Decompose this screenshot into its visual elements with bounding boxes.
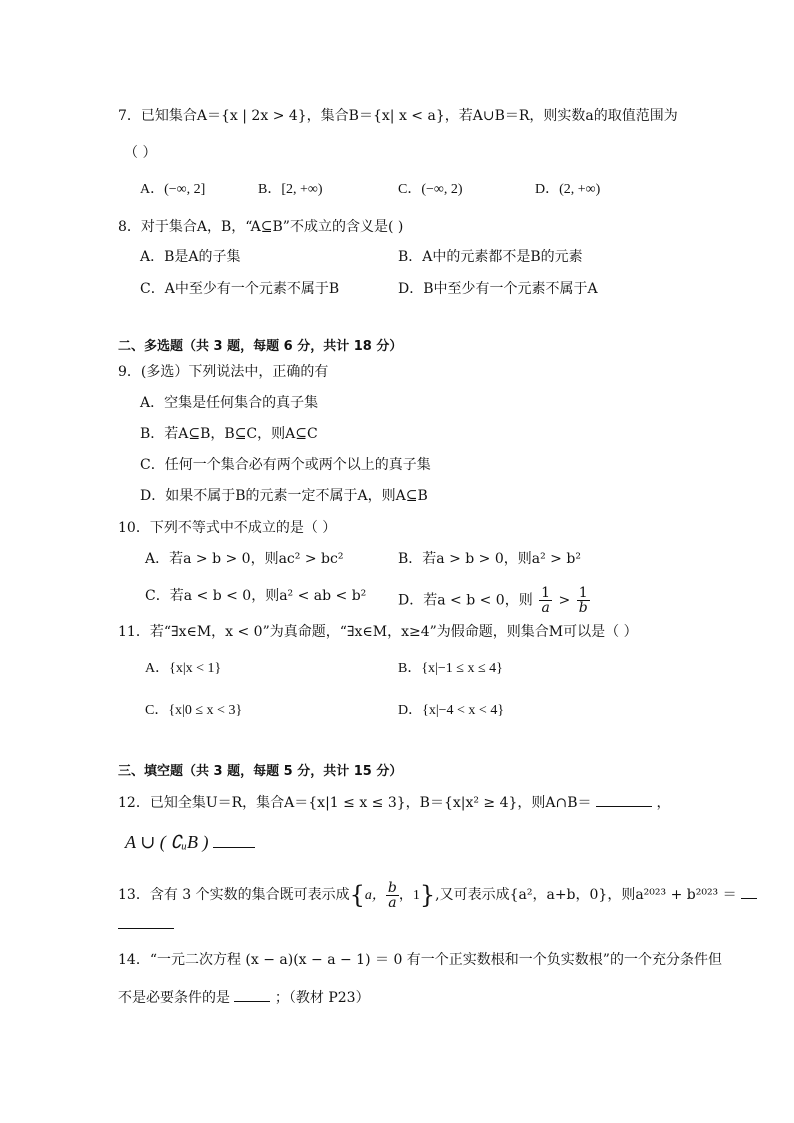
q13-answer-blank-continued[interactable]: [118, 914, 174, 929]
q10-fraction-1-over-a: [539, 586, 552, 615]
q11-option-a: A．{x|x < 1}: [145, 661, 222, 676]
q13-stem: [118, 877, 757, 914]
q13-stem-b: ,又可表示成{a²，a+b，0}，则a²⁰²³ + b²⁰²³ ＝: [435, 887, 737, 903]
q14-source-note: ；（教材 P23）: [274, 990, 370, 1006]
q10-option-d-prefix: D．若a < b < 0，则: [398, 592, 533, 609]
q8-option-b: B．A中的元素都不是B的元素: [398, 249, 583, 265]
q7-option-a: A．(−∞, 2]: [140, 182, 206, 197]
q8-option-a: A．B是A的子集: [140, 249, 241, 265]
q8-option-c: C．A中至少有一个元素不属于B: [140, 281, 340, 297]
q12-union-expression: A ∪ ( ∁ᵤB ): [125, 832, 209, 852]
q11-option-c: C．{x|0 ≤ x < 3}: [145, 703, 243, 718]
q11-option-d: D．{x|−4 < x < 4}: [398, 703, 505, 718]
q10-frac2-numerator: 1: [578, 585, 588, 601]
q13-left-brace: {: [349, 881, 365, 909]
q10-option-b: B．若a > b > 0，则a² > b²: [398, 551, 581, 567]
q12-answer-blank-2[interactable]: [213, 831, 255, 848]
q10-frac2-denominator: b: [578, 600, 588, 616]
q12-line-2: [125, 830, 255, 854]
q12-stem-text: 12．已知全集U＝R，集合A＝{x|1 ≤ x ≤ 3}，B＝{x|x² ≥ 4}，则A∩B＝: [118, 795, 592, 811]
q14-answer-blank[interactable]: [234, 987, 270, 1002]
q7-answer-paren: （ ）: [124, 145, 157, 161]
q14-line-2: [118, 987, 370, 1008]
q13-answer-blank-start[interactable]: [741, 884, 757, 899]
q9-option-b: B．若A⊆B，B⊆C，则A⊆C: [140, 426, 318, 442]
q10-frac1-numerator: 1: [541, 585, 551, 601]
q8-stem: 8．对于集合A，B，“A⊆B”不成立的含义是( ): [118, 219, 404, 235]
q7-option-b: B．[2, +∞): [258, 182, 323, 197]
q13-stem-a: 13．含有 3 个实数的集合既可表示成: [118, 887, 350, 903]
q14-line-2-text: 不是必要条件的是: [118, 990, 230, 1006]
q10-gt-sign: >: [558, 592, 571, 609]
q7-stem: 7．已知集合A＝{x | 2x > 4}，集合B＝{x| x < a}，若A∪B＝R，则实数a的取值范围为: [118, 108, 678, 124]
q8-option-d: D．B中至少有一个元素不属于A: [398, 281, 598, 297]
q12-comma: ，: [656, 795, 671, 811]
q9-option-c: C．任何一个集合必有两个或两个以上的真子集: [140, 457, 431, 473]
q9-option-a: A．空集是任何集合的真子集: [140, 395, 319, 411]
q9-stem: 9．(多选）下列说法中，正确的有: [118, 364, 329, 380]
q10-fraction-1-over-b: [577, 586, 590, 615]
q10-option-d: [398, 586, 592, 615]
q13-set-end: ，1: [398, 888, 420, 903]
q13-frac-numerator: b: [387, 879, 397, 896]
section-2-title: 二、多选题（共 3 题，每题 6 分，共计 18 分）: [118, 339, 403, 354]
q7-option-c: C．(−∞, 2): [398, 182, 463, 197]
q12-stem: [118, 792, 670, 813]
q13-set-a: a，: [364, 888, 386, 903]
q10-option-a: A．若a > b > 0，则ac² > bc²: [145, 551, 344, 567]
q14-stem: 14．“一元二次方程 (x − a)(x − a − 1) ＝ 0 有一个正实数根和一个负实数根”的一个充分条件但: [118, 952, 722, 968]
q7-option-d: D．(2, +∞): [535, 182, 601, 197]
q13-frac-denominator: a: [388, 894, 397, 911]
q9-option-d: D．如果不属于B的元素一定不属于A，则A⊆B: [140, 488, 428, 504]
q10-stem: 10．下列不等式中不成立的是（ ）: [118, 520, 337, 536]
q13-fraction-b-over-a: [386, 881, 399, 910]
q10-frac1-denominator: a: [541, 600, 550, 616]
q12-answer-blank-1[interactable]: [596, 792, 652, 807]
q13-right-brace: }: [419, 881, 436, 909]
section-3-title: 三、填空题（共 3 题，每题 5 分，共计 15 分）: [118, 764, 403, 779]
q11-stem: 11．若“∃x∈M，x < 0”为真命题，“∃x∈M，x≥4”为假命题，则集合M可以是（ ）: [118, 624, 638, 640]
q11-option-b: B．{x|−1 ≤ x ≤ 4}: [398, 661, 503, 676]
q10-option-c: C．若a < b < 0，则a² < ab < b²: [145, 588, 367, 604]
